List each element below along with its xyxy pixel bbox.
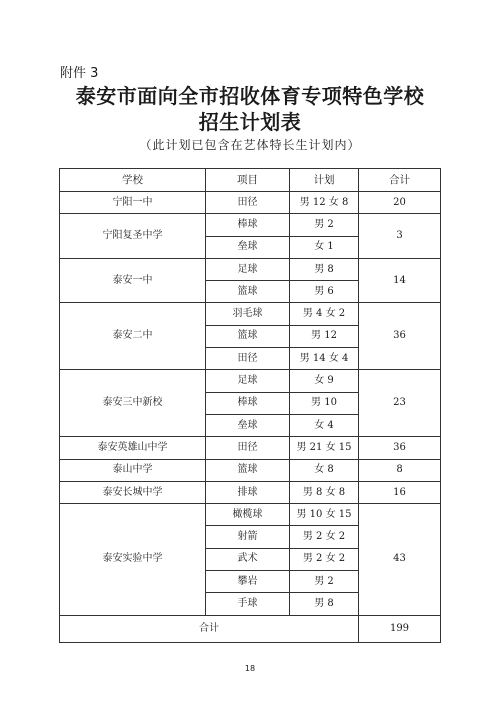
sport-cell: 武术 — [206, 548, 290, 570]
table-row — [60, 214, 441, 236]
sport-cell: 足球 — [206, 370, 290, 392]
school-subtotal-cell: 23 — [359, 370, 441, 437]
school-name-cell: 泰安一中 — [60, 258, 206, 303]
plan-cell: 男 4 女 2 — [290, 303, 359, 325]
plan-cell: 女 1 — [290, 236, 359, 258]
plan-cell: 男 2 女 2 — [290, 526, 359, 548]
attachment-label: 附件 3 — [60, 66, 99, 81]
grand-total-value: 199 — [359, 615, 441, 642]
plan-cell: 男 2 女 2 — [290, 548, 359, 570]
sport-cell: 垒球 — [206, 414, 290, 436]
title-line-2: 招生计划表 — [198, 110, 302, 134]
table-body — [60, 192, 441, 616]
table-note: （此计划已包含在艺体特长生计划内） — [139, 138, 361, 152]
plan-cell: 女 9 — [290, 370, 359, 392]
sport-cell: 棒球 — [206, 214, 290, 236]
header-subtotal: 合计 — [359, 169, 441, 192]
school-name-cell: 泰安二中 — [60, 303, 206, 370]
table-row — [60, 459, 441, 481]
sport-cell: 田径 — [206, 437, 290, 459]
sport-cell: 篮球 — [206, 281, 290, 303]
sport-cell: 篮球 — [206, 325, 290, 347]
page-number: 18 — [244, 664, 256, 673]
plan-cell: 男 10 — [290, 392, 359, 414]
table-row — [60, 504, 441, 526]
plan-cell: 男 10 女 15 — [290, 504, 359, 526]
school-subtotal-cell: 20 — [359, 192, 441, 214]
sport-cell: 射箭 — [206, 526, 290, 548]
sport-cell: 足球 — [206, 258, 290, 280]
school-name-cell: 宁阳复圣中学 — [60, 214, 206, 259]
plan-cell: 男 8 女 8 — [290, 481, 359, 503]
enrollment-plan-table — [59, 168, 441, 643]
plan-cell: 男 2 — [290, 571, 359, 593]
plan-cell: 男 12 女 8 — [290, 192, 359, 214]
sport-cell: 攀岩 — [206, 571, 290, 593]
sport-cell: 篮球 — [206, 459, 290, 481]
school-subtotal-cell: 16 — [359, 481, 441, 503]
school-name-cell: 泰安长城中学 — [60, 481, 206, 503]
table-row — [60, 258, 441, 280]
school-name-cell: 泰山中学 — [60, 459, 206, 481]
sport-cell: 田径 — [206, 192, 290, 214]
sport-cell: 羽毛球 — [206, 303, 290, 325]
school-subtotal-cell: 8 — [359, 459, 441, 481]
school-subtotal-cell: 14 — [359, 258, 441, 303]
school-name-cell: 宁阳一中 — [60, 192, 206, 214]
sport-cell: 棒球 — [206, 392, 290, 414]
plan-cell: 男 2 — [290, 214, 359, 236]
grand-total-row — [60, 615, 441, 642]
plan-cell: 男 8 — [290, 593, 359, 615]
school-subtotal-cell: 36 — [359, 437, 441, 459]
plan-cell: 男 21 女 15 — [290, 437, 359, 459]
table-row — [60, 192, 441, 214]
plan-cell: 男 6 — [290, 281, 359, 303]
grand-total-label: 合计 — [60, 615, 359, 642]
header-sport: 项目 — [206, 169, 290, 192]
header-school: 学校 — [60, 169, 206, 192]
sport-cell: 排球 — [206, 481, 290, 503]
school-subtotal-cell: 43 — [359, 504, 441, 615]
school-subtotal-cell: 36 — [359, 303, 441, 370]
school-name-cell: 泰安英雄山中学 — [60, 437, 206, 459]
table-row — [60, 303, 441, 325]
table-row — [60, 481, 441, 503]
table-row — [60, 437, 441, 459]
school-name-cell: 泰安实验中学 — [60, 504, 206, 615]
sport-cell: 手球 — [206, 593, 290, 615]
title-line-1: 泰安市面向全市招收体育专项特色学校 — [75, 84, 425, 108]
sport-cell: 橄榄球 — [206, 504, 290, 526]
plan-cell: 男 12 — [290, 325, 359, 347]
plan-cell: 男 8 — [290, 258, 359, 280]
plan-cell: 女 4 — [290, 414, 359, 436]
sport-cell: 田径 — [206, 348, 290, 370]
table-header-row — [60, 169, 441, 192]
school-subtotal-cell: 3 — [359, 214, 441, 259]
plan-cell: 男 14 女 4 — [290, 348, 359, 370]
school-name-cell: 泰安三中新校 — [60, 370, 206, 437]
plan-cell: 女 8 — [290, 459, 359, 481]
sport-cell: 垒球 — [206, 236, 290, 258]
table-row — [60, 370, 441, 392]
header-plan: 计划 — [290, 169, 359, 192]
